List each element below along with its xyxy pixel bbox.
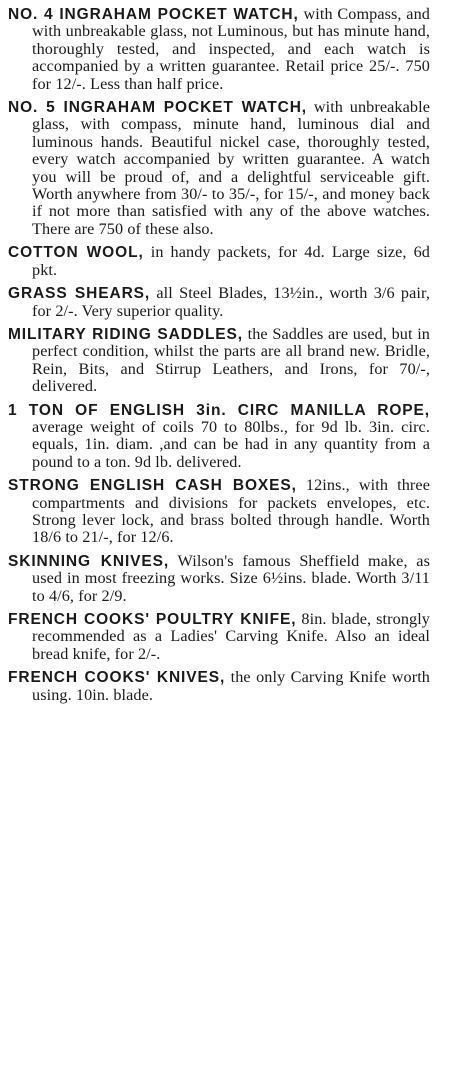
item-heading: MILITARY RIDING SADDLES, [8, 325, 243, 343]
item-description: 12ins., with three compartments and divisions for packets envelopes, etc. Strong lever lock, and brass bolted through handle. Worth 18/6 to 21/-, for 12/6. [32, 476, 430, 547]
list-item-poultry-knife [8, 611, 430, 663]
list-item-cash-boxes [8, 477, 430, 547]
item-heading: COTTON WOOL, [8, 244, 144, 262]
item-heading: FRENCH COOKS' POULTRY KNIFE, [8, 611, 297, 628]
list-item-grass-shears [8, 285, 430, 320]
item-description: with Compass, and with unbreakable glass, not Luminous, but has minute hand, thoroughly tested, and inspected, and each watch is accompanied by a written guarantee. Retail price 25/-. 750 for 12/-. Less than half price. [32, 5, 430, 93]
item-description: 8in. blade, strongly recommended as a Ladies' Carving Knife. Also an ideal bread knife, for 2/-. [32, 610, 430, 663]
list-item-riding-saddles [8, 326, 430, 396]
list-item-manilla-rope [8, 402, 430, 472]
item-heading: STRONG ENGLISH CASH BOXES, [8, 477, 297, 495]
list-item-watch-no5 [8, 99, 430, 238]
item-description: Wilson's famous Sheffield make, as used in most freezing works. Size 6½ins. blade. Worth 3/11 to 4/6, for 2/9. [32, 551, 430, 605]
list-item-skinning-knives [8, 553, 430, 605]
item-description: all Steel Blades, 13½in., worth 3/6 pair, for 2/-. Very superior quality. [32, 284, 430, 320]
item-description: in handy packets, for 4d. Large size, 6d pkt. [32, 243, 430, 279]
item-description: the Saddles are used, but in perfect condition, whilst the parts are all brand new. Bridle, Rein, Bits, and Stirrup Leathers, and Irons, for 70/-, delivered. [32, 324, 431, 396]
item-description: the only Carving Knife worth using. 10in. blade. [32, 668, 430, 704]
list-item-cooks-knives [8, 669, 430, 704]
item-heading: GRASS SHEARS, [8, 285, 151, 303]
item-heading: NO. 4 INGRAHAM POCKET WATCH, [8, 6, 299, 23]
item-heading: NO. 5 INGRAHAM POCKET WATCH, [8, 99, 308, 117]
item-heading: 1 TON OF ENGLISH 3in. CIRC MANILLA ROPE, [8, 401, 430, 419]
list-item-watch-no4 [8, 6, 430, 93]
item-description: average weight of coils 70 to 80lbs., for 9d lb. 3in. circ. equals, 1in. diam. ,and can be had in any quantity from a pound to a ton. 9d lb. delivered. [32, 417, 430, 471]
item-heading: SKINNING KNIVES, [8, 552, 170, 570]
item-heading: FRENCH COOKS' KNIVES, [8, 669, 226, 687]
item-description: with unbreakable glass, with compass, minute hand, luminous dial and luminous hands. Beautiful nickel case, thoroughly tested, every watch accompanied by written guarantee. A watch you will be proud of, and a delightful serviceable gift. Worth anywhere from 30/- to 35/-, for 15/-, and money back if not more than satisfied with any of the above watches. There are 750 of these also. [32, 98, 430, 238]
list-item-cotton-wool [8, 244, 430, 279]
